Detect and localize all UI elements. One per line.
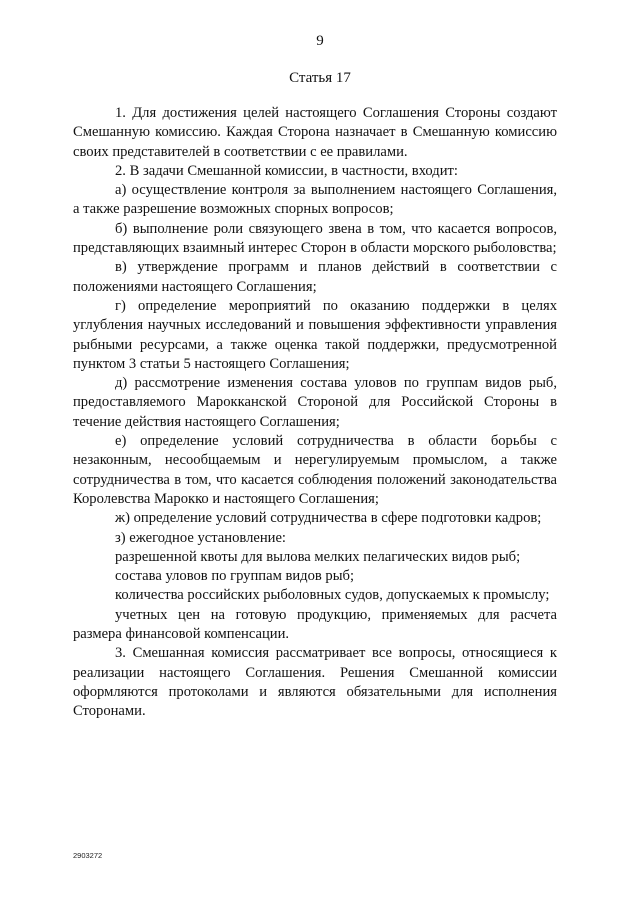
document-code: 2903272 [73, 851, 103, 860]
list-item-g: г) определение мероприятий по оказанию поддержки в целях углубления научных исследований и повышения эффективности управления рыбными ресурсами, а также оценка такой поддержки, предусмотренной пунктом 3 статьи 5 настоящего Соглашения; [73, 297, 557, 372]
page-number: 9 [316, 33, 324, 49]
list-item-z: з) ежегодное установление: [115, 529, 286, 546]
paragraph-2: 2. В задачи Смешанной комиссии, в частности, входит: [115, 162, 458, 179]
sub-item-vessel-count: количества российских рыболовных судов, допускаемых к промыслу; [115, 587, 550, 604]
article-body [73, 104, 557, 722]
list-item-e: е) определение условий сотрудничества в области борьбы с незаконным, несообщаемым и нерегулируемым промыслом, а также сотрудничества в том, что касается соблюдения положений законодательства Королевства Марокко и настоящего Соглашения; [73, 433, 557, 507]
paragraph-3: 3. Смешанная комиссия рассматривает все вопросы, относящиеся к реализации настоящего Соглашения. Решения Смешанной комиссии оформляются протоколами и являются обязательными для исполнения Сторонами. [73, 645, 557, 720]
paragraph-1: 1. Для достижения целей настоящего Соглашения Стороны создают Смешанную комиссию. Каждая Сторона назначает в Смешанную комиссию своих представителей в соответствии с ее правилами. [73, 105, 557, 160]
list-item-a: а) осуществление контроля за выполнением настоящего Соглашения, а также разрешение возможных спорных вопросов; [73, 182, 557, 218]
list-item-d: д) рассмотрение изменения состава уловов по группам видов рыб, предоставляемого Марокканской Стороной для Российской Стороны в течение действия настоящего Соглашения; [73, 375, 557, 430]
list-item-v: в) утверждение программ и планов действий в соответствии с положениями настоящего Соглашения; [73, 259, 557, 295]
list-item-b: б) выполнение роли связующего звена в том, что касается вопросов, представляющих взаимный интерес Сторон в области морского рыболовства; [73, 220, 557, 257]
article-title: Статья 17 [289, 70, 351, 86]
sub-item-prices: учетных цен на готовую продукцию, применяемых для расчета размера финансовой компенсации. [73, 606, 557, 643]
sub-item-quota: разрешенной квоты для вылова мелких пелагических видов рыб; [115, 548, 521, 565]
sub-item-catch-composition: состава уловов по группам видов рыб; [115, 568, 355, 585]
list-item-zh: ж) определение условий сотрудничества в сфере подготовки кадров; [115, 510, 542, 527]
